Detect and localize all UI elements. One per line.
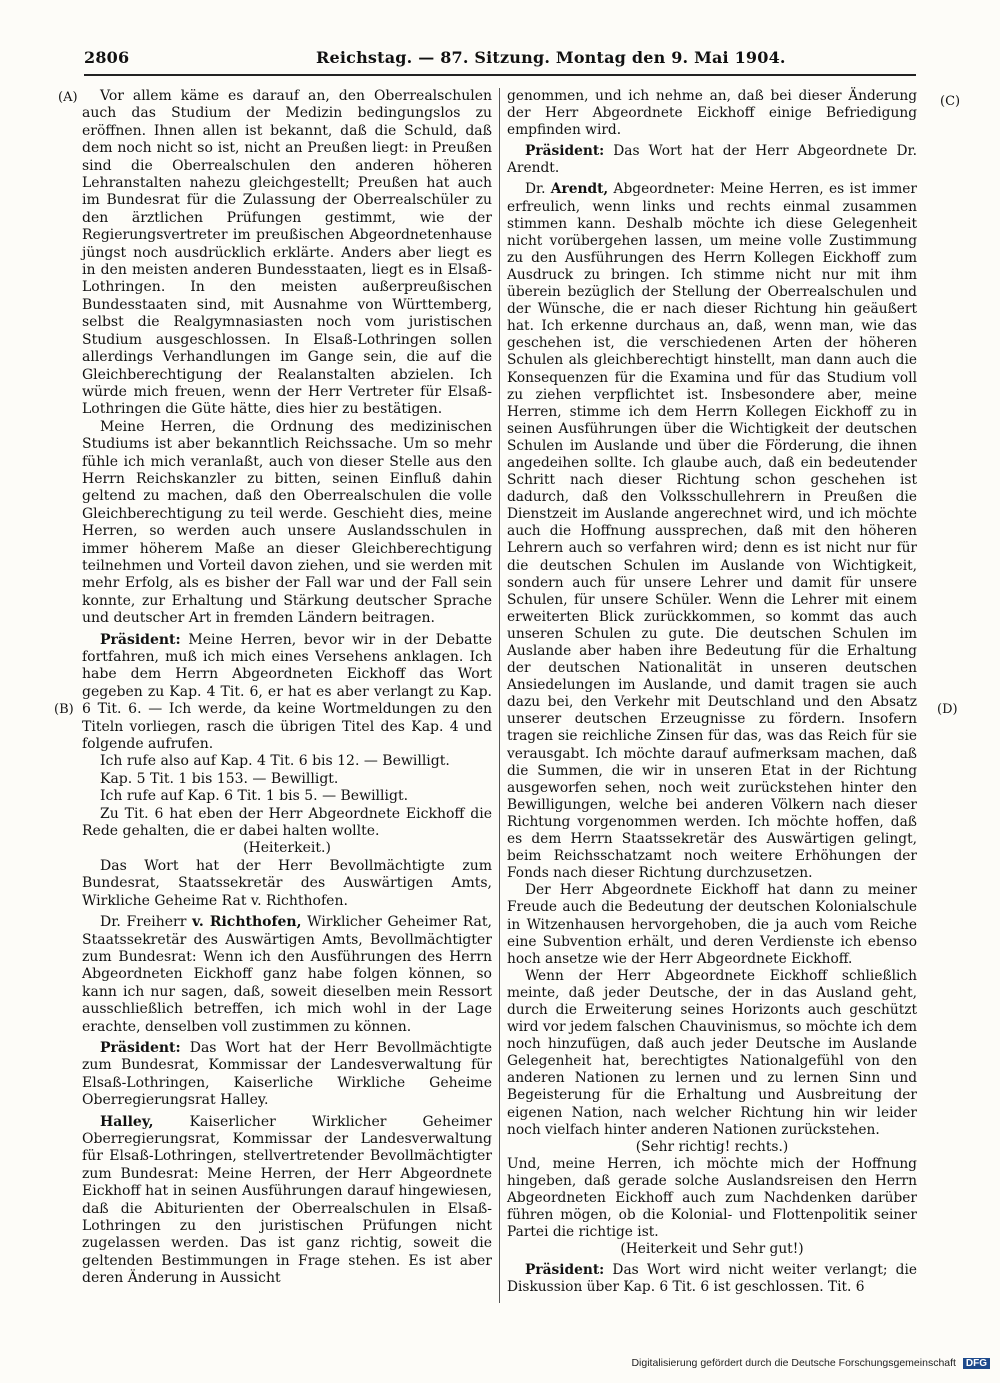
page-number: 2806 xyxy=(84,48,130,67)
speaker-name: Präsident: xyxy=(525,1262,605,1279)
paragraph: Zu Tit. 6 hat eben der Herr Abgeordnete Eickhoff die Rede gehalten, die er dabei halten wollte. xyxy=(82,805,492,840)
margin-marker-a: (A) xyxy=(58,90,78,105)
speech-text: Meine Herren, bevor wir in der Debatte fortfahren, muß ich mich eines Versehens anklagen. Ich habe dem Herrn Abgeordneten Eickhoff das Wort gegeben zu Kap. 4 Tit. 6, er hat es aber verlangt zu Kap. 6 Tit. 6. — Ich werde, da keine Wortmeldungen zu den Titeln vorliegen, rasch die übrigen Titel des Kap. 4 und folgende aufrufen. xyxy=(82,631,492,753)
paragraph: Meine Herren, die Ordnung des medizinischen Studiums ist aber bekanntlich Reichssache. Um so mehr fühle ich mich veranlaßt, auch von dieser Stelle aus den Herrn Reichskanzler zu bitten, seinen Einfluß dahin geltend zu machen, daß den Oberrealschulen die volle Gleichberechtigung zu teil werde. Geschieht dies, meine Herren, so werden auch unsere Auslandsschulen in immer höherem Maße an dieser Gleichberechtigung teilnehmen und Vorteil davon ziehen, und sie werden mit mehr Erfolg, als es bisher der Fall war und der Fall sein konnte, zur Erhaltung und Stärkung deutscher Sprache und deutscher Art in fremden Ländern beitragen. xyxy=(82,418,492,627)
dfg-logo: DFG xyxy=(963,1358,990,1369)
speaker-name: Präsident: xyxy=(100,631,181,648)
paragraph xyxy=(507,143,917,177)
footer-text: Digitalisierung gefördert durch die Deutsche Forschungsgemeinschaft xyxy=(631,1357,956,1369)
speaker-name: Arendt, xyxy=(550,181,609,198)
footer-credit xyxy=(610,1357,990,1377)
margin-marker-d: (D) xyxy=(937,702,958,717)
paragraph: Ich rufe also auf Kap. 4 Tit. 6 bis 12. — Bewilligt. xyxy=(100,753,450,770)
paragraph: Ich rufe auf Kap. 6 Tit. 1 bis 5. — Bewilligt. xyxy=(100,788,409,805)
right-column xyxy=(507,88,917,1297)
paragraph: Der Herr Abgeordnete Eickhoff hat dann zu meiner Freude auch die Bedeutung der deutschen Kolonialschule in Witzenhausen hervorgehoben, die ja auch vom Reiche eine Subvention erhält, und deren Verdienste ich ebenso hoch ansetze wie der Herr Abgeordnete Eickhoff. xyxy=(507,882,917,967)
interjection: (Heiterkeit und Sehr gut!) xyxy=(620,1241,804,1258)
speaker-name: Präsident: xyxy=(100,1039,181,1056)
paragraph: Das Wort hat der Herr Bevollmächtigte zum Bundesrat, Staatssekretär des Auswärtigen Amts, Wirkliche Geheime Rat v. Richthofen. xyxy=(82,857,492,909)
paragraph: genommen, und ich nehme an, daß bei dieser Änderung der Herr Abgeordnete Eickhoff einige Befriedigung empfinden wird. xyxy=(507,88,917,139)
paragraph xyxy=(82,632,492,754)
speaker-title: Dr. xyxy=(525,181,551,198)
speaker-name: Halley, xyxy=(100,1113,154,1130)
paragraph xyxy=(507,181,917,882)
speech-text: Wirklicher Geheimer Rat, Staatssekretär des Auswärtigen Amts, Bevollmächtigter zum Bundesrat: Wenn ich den Ausführungen des Herrn Abgeordneten Eickhoff ganz habe folgen können, so kann ich nur sagen, daß, soweit dieselben mein Ressort ausschließlich betreffen, ich mich wohl in der Lage erachte, denselben voll zustimmen zu können. xyxy=(82,914,492,1035)
page-header xyxy=(84,48,916,70)
paragraph xyxy=(82,1040,492,1110)
paragraph xyxy=(507,1262,917,1296)
speaker-name: v. Richthofen, xyxy=(192,914,302,931)
margin-marker-c: (C) xyxy=(940,94,961,109)
speaker-name: Präsident: xyxy=(525,143,605,160)
column-divider xyxy=(499,88,500,1303)
speech-text: Abgeordneter: Meine Herren, es ist immer erfreulich, wenn links und rechts einmal zusammen stimmen kann. Deshalb möchte ich diese Gelegenheit nicht vorübergehen lassen, um meine volle Zustimmung zu den Ausführungen des Herrn Kollegen Eickhoff zum Ausdruck zu bringen. Ich stimme nicht nur mit ihm überein bezüglich der Stellung der Oberrealschulen und der Wünsche, die er nach dieser Richtung hin geäußert hat. Ich erkenne durchaus an, daß, wenn man, wie das geschehen ist, die verschiedenen Arten der höheren Schulen als gleichberechtigt hinstellt, man dann auch die Konsequenzen für die Examina und für das Studium voll zu ziehen verpflichtet ist. Insbesondere aber, meine Herren, stimme ich dem Herrn Kollegen Eickhoff zu in seinen Ausführungen über die Wichtigkeit der deutschen Schulen im Auslande und über die Förderung, die ihnen angedeihen sollte. Ich glaube auch, daß ein bedeutender Schritt nach dieser Richtung schon geschehen ist dadurch, daß den Volksschullehrern in Preußen die Dienstzeit im Auslande angerechnet wird, und ich möchte auch die Hoffnung aussprechen, daß mit den höheren Lehrern auch so verfahren wird; denn es ist nicht nur für die deutschen Schulen im Auslande von Wichtigkeit, sondern auch für unsere Lehrer und damit für unsere Schulen, für unsere Schüler. Wenn die Lehrer mit einem erweiterten Blick zurückkommen, so kommt das auch unseren Schulen zu gute. Die deutschen Schulen im Auslande aber haben ihre Bedeutung für die Erhaltung der deutschen Nationalität in unseren deutschen Ansiedelungen im Auslande, und damit tragen sie auch dazu bei, den Verkehr mit Deutschland und den Absatz unserer deutschen Erzeugnisse zu fördern. Insofern tragen sie reichliche Zinsen für das, was das Reich für sie verausgabt. Ich möchte darauf aufmerksam machen, daß die Summen, die wir in unseren Etat in der Richtung ausgeworfen sehen, noch weit zurückstehen hinter den Bewilligungen, welche bei anderen Völkern nach dieser Richtung vorgenommen werden. Ich möchte hoffen, daß es dem Herrn Staatssekretär des Auswärtigen gelingt, beim Reichsschatzamt noch weitere Erhöhungen der Fonds nach dieser Richtung durchzusetzen. xyxy=(507,181,918,882)
paragraph xyxy=(82,914,492,1036)
paragraph: Kap. 5 Tit. 1 bis 153. — Bewilligt. xyxy=(100,770,339,787)
speech-text: Das Wort hat der Herr Bevollmächtigte zum Bundesrat, Kommissar der Landesverwaltung für Elsaß-Lothringen, Kaiserliche Wirkliche Geheime Oberregierungsrat Halley. xyxy=(82,1039,492,1109)
speech-text: Kaiserlicher Wirklicher Geheimer Oberregierungsrat, Kommissar der Landesverwaltung für Elsaß-Lothringen, stellvertretender Bevollmächtigter zum Bundesrat: Meine Herren, der Herr Abgeordnete Eickhoff hat in seinen Ausführungen darauf hingewiesen, daß die Abiturienten der Oberrealschulen in Elsaß-Lothringen zu den juristischen Prüfungen nicht zugelassen werden. Das ist ganz richtig, soweit die geltenden Bestimmungen in Frage stehen. Es ist aber deren Änderung in Aussicht xyxy=(82,1113,492,1287)
running-title: Reichstag. — 87. Sitzung. Montag den 9. Mai 1904. xyxy=(316,48,786,67)
paragraph: Vor allem käme es darauf an, den Oberrealschulen auch das Studium der Medizin bedingungslos zu eröffnen. Ihnen allen ist bekannt, daß die Schuld, daß dem noch nicht so ist, nicht an Preußen liegt: in Preußen sind die Oberrealschulen den anderen höheren Lehranstalten nahezu gleichgestellt; Preußen hat auch im Bundesrat für die Zulassung der Oberrealschüler zu den ärztlichen Prüfungen gestimmt, wie der Regierungsvertreter im preußischen Abgeordnetenhause jüngst noch ausdrücklich erklärte. Anders aber liegt es in den meisten anderen Bundesstaaten, liegt es in Elsaß-Lothringen. In den meisten außerpreußischen Bundesstaaten sind, mit Ausnahme von Württemberg, selbst die Realgymnasiasten noch vom juristischen Studium ausgeschlossen. In Elsaß-Lothringen sollen allerdings Verhandlungen im Gange sein, die auf die Gleichberechtigung der Realanstalten abzielen. Ich würde mich freuen, wenn der Herr Vertreter für Elsaß-Lothringen die Güte hätte, dies hier zu bestätigen. xyxy=(82,88,492,418)
header-rule xyxy=(84,74,916,76)
interjection: (Heiterkeit.) xyxy=(243,840,331,857)
speech-text: Das Wort wird nicht weiter verlangt; die Diskussion über Kap. 6 Tit. 6 ist geschlossen. Tit. 6 xyxy=(507,1262,917,1296)
speech-text: Das Wort hat der Herr Abgeordnete Dr. Arendt. xyxy=(507,143,917,177)
interjection: (Sehr richtig! rechts.) xyxy=(635,1138,789,1155)
paragraph: Und, meine Herren, ich möchte mich der Hoffnung hingeben, daß gerade solche Auslandsreisen den Herrn Abgeordneten Eickhoff auch zum Nachdenken darüber führen mögen, ob die Kolonial- und Flottenpolitik seiner Partei die richtige ist. xyxy=(507,1155,917,1241)
paragraph xyxy=(82,1114,492,1288)
speaker-title: Dr. Freiherr xyxy=(100,914,193,931)
paragraph: Wenn der Herr Abgeordnete Eickhoff schließlich meinte, daß jeder Deutsche, der in das Ausland geht, durch die Erweiterung seines Horizonts auch geschützt wird vor jedem falschen Chauvinismus, so möchte ich dem noch hinzufügen, daß auch jeder Deutsche im Auslande Gelegenheit hat, berechtigtes Nationalgefühl von den anderen Nationen zu lernen und zu lernen Sinn und Begeisterung für die Erhaltung und Ausbreitung der eigenen Nation, nach welcher Richtung hin wir leider noch vielfach hinter anderen Nationen zurückstehen. xyxy=(507,967,917,1138)
margin-marker-b: (B) xyxy=(54,702,74,717)
left-column xyxy=(82,88,492,1288)
